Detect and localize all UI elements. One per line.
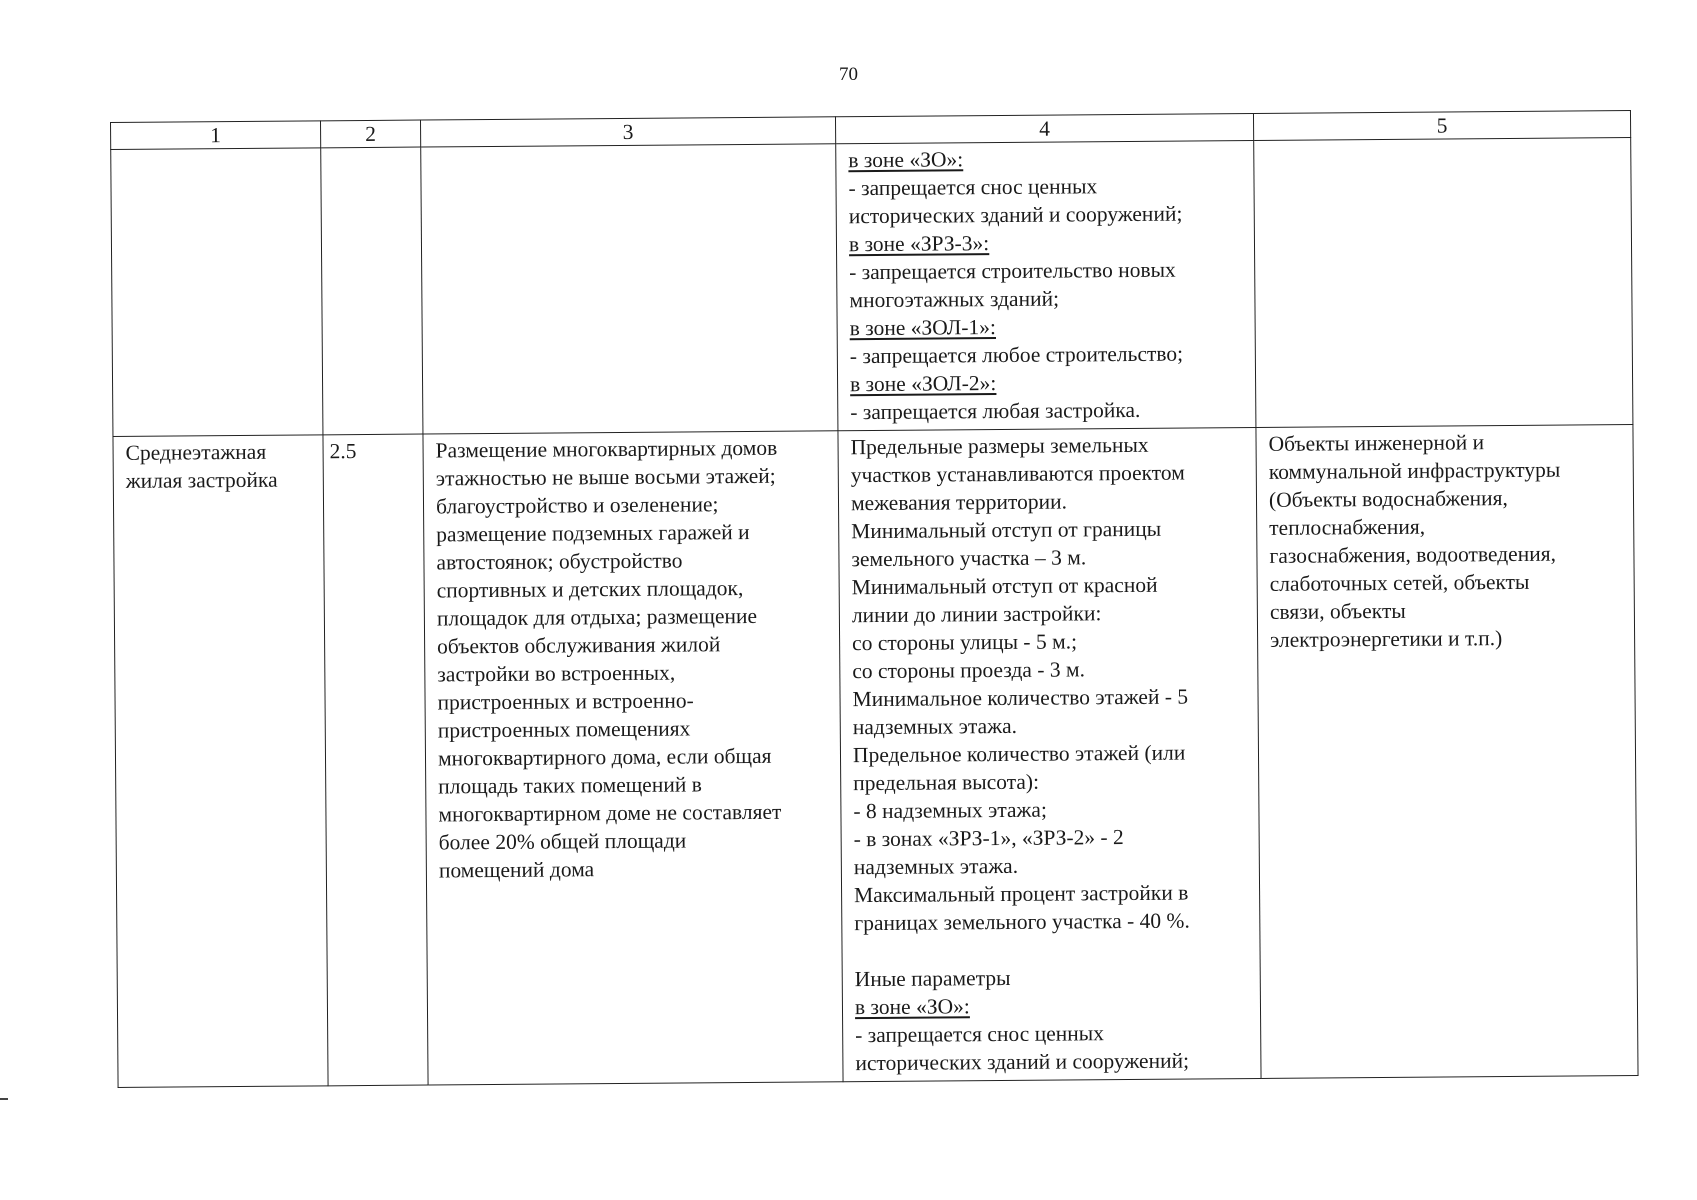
cell-text-line: линии до линии застройки: — [851, 601, 1102, 628]
cell-text-line: межевания территории. — [850, 489, 1068, 516]
cell-text-line: Минимальный отступ от границы — [851, 516, 1162, 544]
regulations-table — [110, 110, 1639, 1088]
table-row-mid-rise-housing — [113, 425, 1638, 1088]
cell-text-line: площадь таких помещений в — [438, 772, 702, 799]
cell-text-line: электроэнергетики и т.п.) — [1270, 626, 1503, 652]
code-cell — [321, 147, 423, 435]
cell-text-line: благоустройство и озеленение; — [435, 492, 719, 519]
cell-text-line: связи, объекты — [1269, 598, 1406, 624]
cell-text-line: со стороны улицы - 5 м.; — [852, 629, 1078, 656]
cell-text-line: в зоне «ЗРЗ-3»: — [848, 231, 990, 257]
cell-text-line: пристроенных и встроенно- — [437, 688, 694, 715]
cell-text-line: - запрещается строительство новых — [849, 257, 1176, 285]
cell-text-line: многоэтажных зданий; — [849, 286, 1060, 313]
cell-text-line: Минимальный отступ от красной — [851, 572, 1158, 600]
cell-text-line: Размещение многоквартирных домов — [435, 435, 778, 463]
cell-text-line: теплоснабжения, — [1269, 514, 1426, 540]
cell-text-line: (Объекты водоснабжения, — [1268, 486, 1508, 512]
cell-text-line: коммунальной инфраструктуры — [1268, 457, 1561, 484]
cell-text-line: Предельное количество этажей (или — [852, 740, 1186, 768]
infrastructure-cell — [1254, 138, 1633, 428]
parameters-cell — [838, 428, 1261, 1082]
cell-text-line: - запрещается снос ценных — [855, 1021, 1104, 1048]
code-cell — [323, 434, 428, 1086]
page-number: 70 — [839, 64, 858, 85]
cell-text-line: этажностью не выше восьми этажей; — [435, 463, 776, 491]
cell-text-line: помещений дома — [438, 857, 595, 883]
cell-text-line: пристроенных помещениях — [437, 716, 691, 743]
cell-text-line: Иные параметры — [854, 965, 1011, 992]
cell-text-line: надземных этажа. — [853, 853, 1019, 880]
cell-text-line: участков устанавливаются проектом — [850, 460, 1185, 488]
cell-text-line: со стороны проезда - 3 м. — [852, 657, 1086, 684]
header-col-2: 2 — [320, 120, 420, 148]
cell-text-line: слаботочных сетей, объекты — [1269, 569, 1530, 596]
cell-text-line: спортивных и детских площадок, — [436, 576, 744, 603]
cell-text-line: более 20% общей площади — [438, 828, 687, 855]
cell-text-line: надземных этажа. — [852, 713, 1018, 740]
cell-text-line: многоквартирном доме не составляет — [438, 799, 782, 827]
cell-text-line: - запрещается снос ценных — [848, 174, 1098, 201]
description-cell — [423, 431, 843, 1085]
infrastructure-cell — [1256, 425, 1638, 1079]
cell-text-line: предельная высота): — [853, 769, 1040, 796]
land-use-type-cell — [113, 435, 328, 1088]
cell-text-line: многоквартирного дома, если общая — [437, 743, 772, 771]
cell-text-line: застройки во встроенных, — [437, 660, 676, 687]
margin-mark — [0, 1098, 8, 1100]
cell-text-line: в зоне «ЗО»: — [848, 147, 964, 173]
cell-text-line: Среднеэтажная — [125, 439, 267, 465]
cell-text-line: в зоне «ЗОЛ-1»: — [849, 315, 996, 341]
cell-text-line: площадок для отдыха; размещение — [436, 603, 758, 631]
header-col-5: 5 — [1253, 111, 1630, 141]
parameters-cell — [836, 141, 1256, 431]
cell-text-line: - 8 надземных этажа; — [853, 797, 1047, 824]
description-cell — [421, 144, 838, 434]
cell-text-line: исторических зданий и сооружений; — [855, 1048, 1190, 1076]
table-row-continuation — [111, 138, 1633, 437]
cell-text-line: газоснабжения, водоотведения, — [1269, 541, 1557, 568]
cell-text-line: - запрещается любая застройка. — [850, 397, 1141, 425]
cell-text-line: 2.5 — [329, 439, 357, 464]
cell-text-line: - запрещается любое строительство; — [849, 341, 1184, 369]
cell-text-line: объектов обслуживания жилой — [437, 632, 721, 659]
header-col-4: 4 — [835, 114, 1253, 144]
cell-text-line: в зоне «ЗОЛ-2»: — [849, 371, 997, 397]
cell-text-line — [854, 934, 1247, 965]
cell-text-line: исторических зданий и сооружений; — [848, 201, 1183, 229]
cell-text-line: в зоне «ЗО»: — [854, 994, 970, 1020]
cell-text-line: земельного участка – 3 м. — [851, 545, 1087, 572]
header-col-1: 1 — [111, 121, 321, 150]
cell-text-line: жилая застройка — [125, 467, 278, 493]
land-use-type-cell — [111, 148, 323, 437]
cell-text-line: размещение подземных гаражей и — [436, 519, 750, 547]
cell-text-line: Минимальное количество этажей - 5 — [852, 684, 1189, 712]
cell-text-line: - в зонах «ЗРЗ-1», «ЗРЗ-2» - 2 — [853, 825, 1124, 852]
cell-text-line: границах земельного участка - 40 %. — [854, 908, 1190, 936]
cell-text-line: Предельные размеры земельных — [850, 432, 1149, 460]
cell-text-line: автостоянок; обустройство — [436, 548, 683, 575]
cell-text-line: Максимальный процент застройки в — [854, 880, 1189, 908]
cell-text-line: Объекты инженерной и — [1268, 430, 1485, 456]
header-col-3: 3 — [420, 117, 835, 147]
